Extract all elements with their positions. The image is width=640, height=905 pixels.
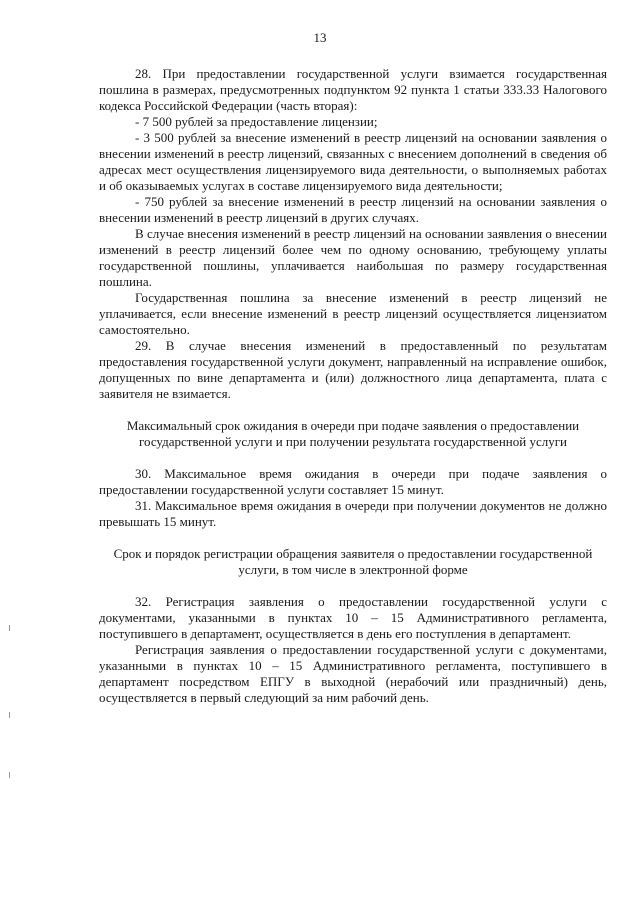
scan-margin-mark bbox=[9, 772, 10, 778]
page-body bbox=[99, 66, 607, 706]
paragraph-28: 28. При предоставлении государственной услуги взимается государственная пошлина в размерах, предусмотренных подпунктом 92 пункта 1 статьи 333.33 Налогового кодекса Российской Федерации (часть вторая): bbox=[99, 66, 607, 113]
paragraph-31: 31. Максимальное время ожидания в очереди при получении документов не должно превышать 15 минут. bbox=[99, 498, 607, 529]
paragraph-self-initiated: Государственная пошлина за внесение изменений в реестр лицензий не уплачивается, если внесение изменений в реестр лицензий осуществляется лицензиатом самостоятельно. bbox=[99, 290, 607, 337]
scan-margin-mark bbox=[9, 712, 10, 718]
paragraph-registration-epgu: Регистрация заявления о предоставлении государственной услуги с документами, указанными в пунктах 10 – 15 Административного регламента, поступившего в департамент посредством ЕПГУ в выходной (нерабочий или праздничный) день, осуществляется в первый следующий за ним рабочий день. bbox=[99, 642, 607, 705]
paragraph-29: 29. В случае внесения изменений в предоставленный по результатам предоставления государственной услуги документ, направленный на исправление ошибок, допущенных по вине департамента и (или) должностного лица департамента, плата с заявителя не взимается. bbox=[99, 338, 607, 401]
section-heading-registration: Срок и порядок регистрации обращения заявителя о предоставлении государственной услуги, в том числе в электронной форме bbox=[113, 546, 593, 577]
scan-margin-mark bbox=[9, 625, 10, 631]
section-heading-waiting-time: Максимальный срок ожидания в очереди при подаче заявления о предоставлении государственной услуги и при получении результата государственной услуги bbox=[126, 418, 580, 449]
page-number: 13 bbox=[313, 30, 327, 45]
fee-item-other-change: - 750 рублей за внесение изменений в реестр лицензий на основании заявления о внесении изменений в реестр лицензий в других случаях. bbox=[99, 194, 607, 225]
paragraph-30: 30. Максимальное время ожидания в очереди при подаче заявления о предоставлении государственной услуги составляет 15 минут. bbox=[99, 466, 607, 497]
fee-item-address-change: - 3 500 рублей за внесение изменений в реестр лицензий на основании заявления о внесении изменений в реестр лицензий, связанных с внесением дополнений в сведения об адресах мест осуществления лицензируемого вида деятельности, о выполняемых работах и об оказываемых услугах в составе лицензируемого вида деятельности; bbox=[99, 130, 607, 193]
fee-item-license: - 7 500 рублей за предоставление лицензии; bbox=[135, 114, 378, 129]
paragraph-32: 32. Регистрация заявления о предоставлении государственной услуги с документами, указанными в пунктах 10 – 15 Административного регламента, поступившего в департамент, осуществляется в день его поступления в департамент. bbox=[99, 594, 607, 641]
paragraph-multiple-grounds: В случае внесения изменений в реестр лицензий на основании заявления о внесении изменений в реестр лицензий более чем по одному основанию, требующему уплаты государственной пошлины, уплачивается наибольшая по размеру государственная пошлина. bbox=[99, 226, 607, 289]
